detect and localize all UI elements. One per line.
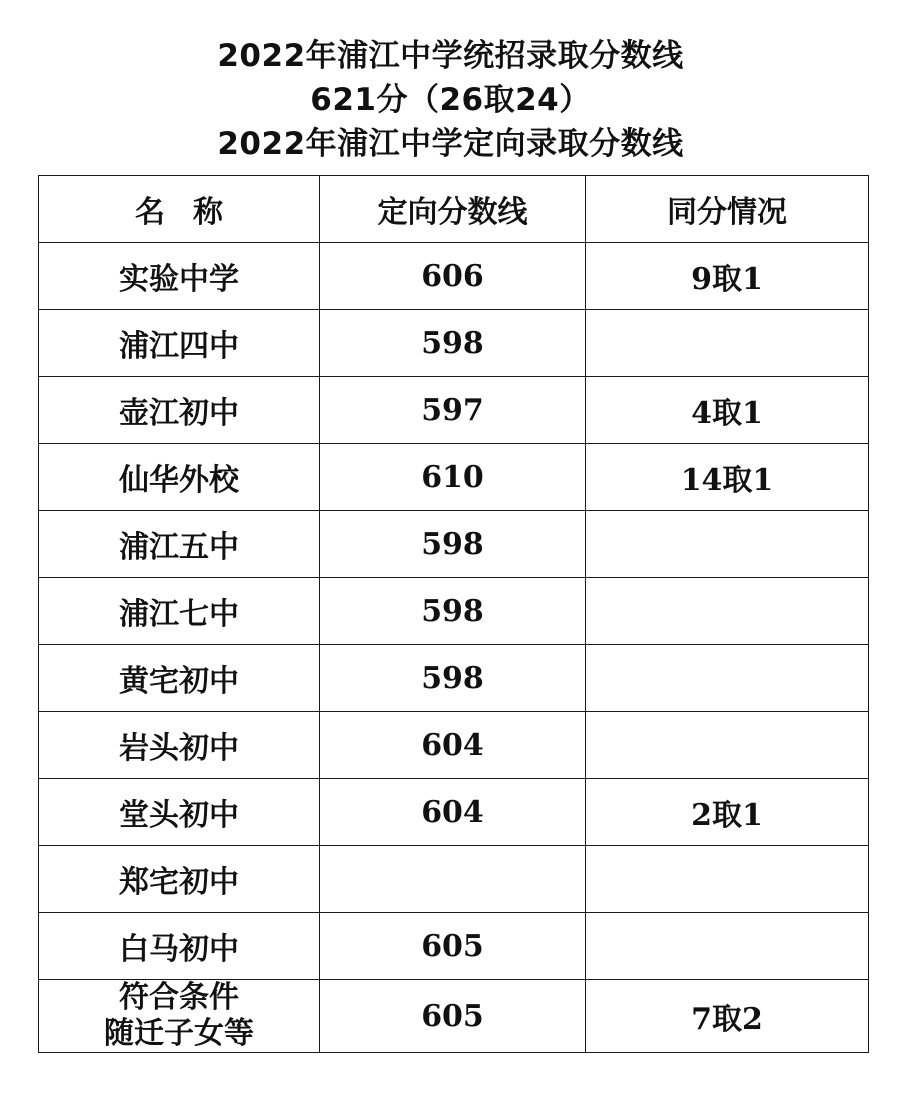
directed-score-table — [38, 175, 869, 1053]
tie-info — [586, 578, 869, 645]
title-unified-score: 621分（26取24） — [310, 82, 591, 118]
tie-info — [586, 712, 869, 779]
table-row — [39, 243, 869, 310]
school-name: 郑宅初中 — [39, 846, 320, 913]
directed-score: 597 — [320, 377, 586, 444]
title-directed-admission: 2022年浦江中学定向录取分数线 — [217, 126, 684, 162]
table-header-row — [39, 176, 869, 243]
school-name: 白马初中 — [39, 913, 320, 980]
table-row — [39, 913, 869, 980]
school-name: 岩头初中 — [39, 712, 320, 779]
directed-score: 598 — [320, 310, 586, 377]
directed-score: 610 — [320, 444, 586, 511]
table-row — [39, 846, 869, 913]
school-name: 浦江四中 — [39, 310, 320, 377]
tie-info: 2取1 — [586, 779, 869, 846]
table-row — [39, 578, 869, 645]
tie-info: 9取1 — [586, 243, 869, 310]
directed-score: 604 — [320, 779, 586, 846]
directed-score: 605 — [320, 913, 586, 980]
tie-info: 4取1 — [586, 377, 869, 444]
table-row — [39, 779, 869, 846]
school-name: 壶江初中 — [39, 377, 320, 444]
tie-info — [586, 913, 869, 980]
directed-score: 598 — [320, 645, 586, 712]
school-name: 堂头初中 — [39, 779, 320, 846]
tie-info — [586, 511, 869, 578]
header-score: 定向分数线 — [320, 176, 586, 243]
directed-score: 605 — [320, 980, 586, 1053]
school-name: 黄宅初中 — [39, 645, 320, 712]
table-row-migrant-children — [39, 980, 869, 1053]
tie-info: 7取2 — [586, 980, 869, 1053]
tie-info — [586, 846, 869, 913]
table-row — [39, 444, 869, 511]
table-row — [39, 511, 869, 578]
directed-score: 604 — [320, 712, 586, 779]
table-row — [39, 712, 869, 779]
directed-score: 598 — [320, 578, 586, 645]
tie-info — [586, 310, 869, 377]
school-name: 浦江五中 — [39, 511, 320, 578]
school-name — [39, 980, 320, 1053]
table-row — [39, 310, 869, 377]
header-name: 名称 — [39, 176, 320, 243]
tie-info — [586, 645, 869, 712]
school-name-line1: 符合条件 — [119, 980, 239, 1015]
directed-score: 606 — [320, 243, 586, 310]
school-name: 仙华外校 — [39, 444, 320, 511]
school-name-line2: 随迁子女等 — [104, 1016, 254, 1051]
title-block — [0, 34, 901, 166]
school-name: 浦江七中 — [39, 578, 320, 645]
tie-info: 14取1 — [586, 444, 869, 511]
directed-score: 598 — [320, 511, 586, 578]
school-name: 实验中学 — [39, 243, 320, 310]
header-tie: 同分情况 — [586, 176, 869, 243]
table-row — [39, 377, 869, 444]
table-row — [39, 645, 869, 712]
title-unified-admission: 2022年浦江中学统招录取分数线 — [217, 38, 684, 74]
directed-score — [320, 846, 586, 913]
